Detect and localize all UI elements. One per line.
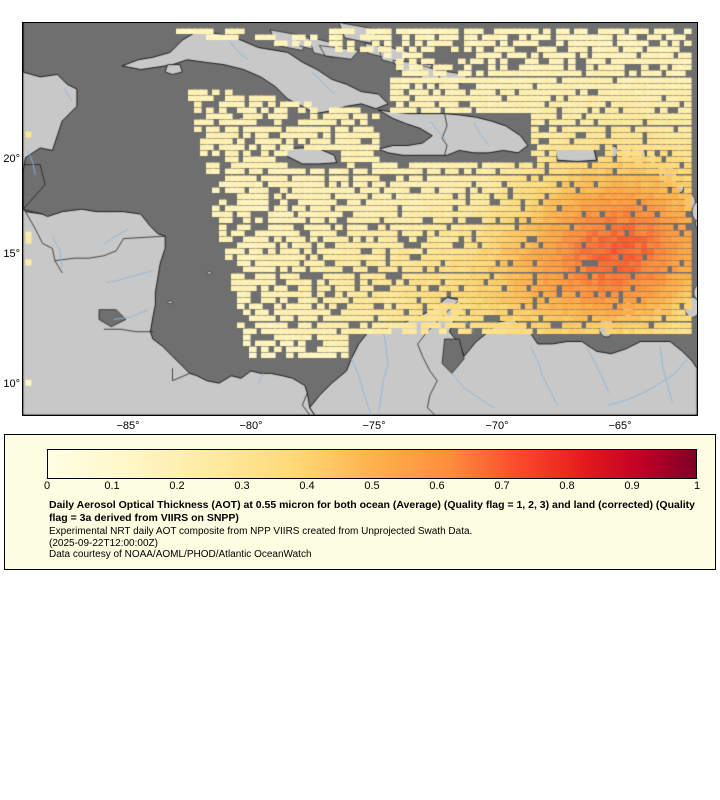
aot-heatmap-canvas	[23, 23, 697, 415]
colorbar-wrap	[43, 449, 701, 492]
map-panel	[3, 22, 698, 432]
lat-tick-15: 15°	[3, 248, 20, 260]
legend-text-block	[49, 499, 709, 561]
lon-tick-70: −70°	[485, 420, 509, 432]
legend-title: Daily Aerosol Optical Thickness (AOT) at 0.55 micron for both ocean (Average) (Quality flag = 1, 2, 3) and land (corrected) (Quality flag = 3a derived from VIIRS on SNPP)	[49, 499, 695, 524]
legend-panel	[4, 434, 716, 570]
colorbar-tick-5: 0.5	[364, 480, 380, 492]
legend-line-3: (2025-09-22T12:00:00Z)	[49, 537, 158, 549]
legend-line-4: Data courtesy of NOAA/AOML/PHOD/Atlantic OceanWatch	[49, 549, 312, 560]
colorbar-tick-2: 0.2	[169, 480, 185, 492]
lon-tick-65: −65°	[608, 420, 632, 432]
colorbar-tick-3: 0.3	[234, 480, 250, 492]
colorbar-tick-4: 0.4	[299, 480, 315, 492]
legend-line-2: Experimental NRT daily AOT composite from NPP VIIRS created from Unprojected Swath Data.	[49, 526, 473, 537]
lat-tick-10: 10°	[3, 378, 20, 390]
lon-tick-85: −85°	[116, 420, 140, 432]
colorbar-tick-6: 0.6	[429, 480, 445, 492]
colorbar-tick-8: 0.8	[559, 480, 575, 492]
lat-tick-20: 20°	[3, 153, 20, 165]
colorbar-tick-7: 0.7	[494, 480, 510, 492]
colorbar-tick-0: 0	[43, 480, 51, 492]
colorbar-tick-10: 1	[693, 480, 701, 492]
colorbar	[47, 449, 697, 479]
lon-tick-75: −75°	[362, 420, 386, 432]
colorbar-tick-9: 0.9	[624, 480, 640, 492]
lon-tick-80: −80°	[239, 420, 263, 432]
colorbar-tick-1: 0.1	[104, 480, 120, 492]
map-plot-area[interactable]	[22, 22, 698, 416]
